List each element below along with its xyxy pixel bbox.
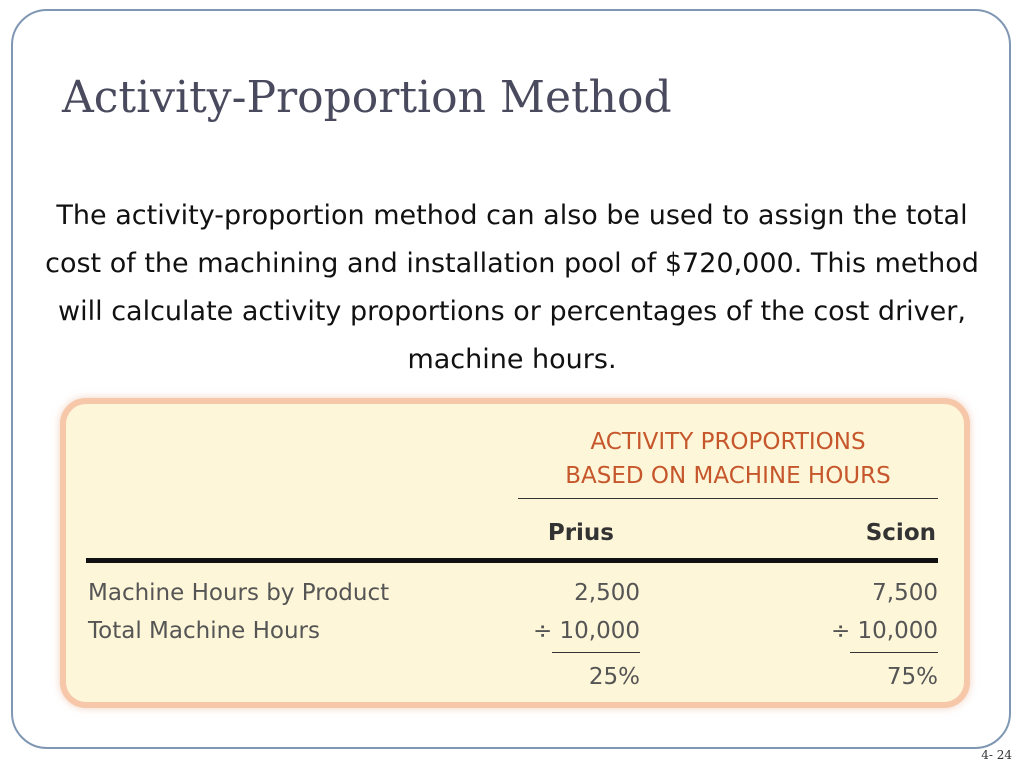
cell-scion-machine-hours: 7,500 bbox=[872, 580, 938, 606]
cell-prius-machine-hours: 2,500 bbox=[574, 580, 640, 606]
row-label-machine-hours-by-product: Machine Hours by Product bbox=[88, 580, 390, 606]
cell-prius-total-hours: ÷ 10,000 bbox=[532, 618, 640, 644]
header-divider bbox=[86, 558, 938, 563]
activity-proportions-table bbox=[60, 398, 970, 708]
heading-divider bbox=[518, 498, 938, 499]
column-header-prius: Prius bbox=[547, 520, 614, 546]
slide-title: Activity-Proportion Method bbox=[62, 72, 672, 123]
slide-body-text: The activity-proportion method can also be used to assign the total cost of the machining and installation pool of $720,000. This method will calculate activity proportions or percentages of the cost driver, machine hours. bbox=[45, 200, 979, 375]
cell-scion-proportion: 75% bbox=[886, 664, 938, 690]
cell-prius-proportion: 25% bbox=[588, 664, 640, 690]
sum-line-scion bbox=[850, 652, 938, 653]
sum-line-prius bbox=[552, 652, 640, 653]
row-label-total-machine-hours: Total Machine Hours bbox=[88, 618, 320, 644]
page-number: 4- 24 bbox=[981, 748, 1012, 762]
cell-scion-total-hours: ÷ 10,000 bbox=[830, 618, 938, 644]
column-header-scion: Scion bbox=[865, 520, 936, 546]
table-heading-line-2: BASED ON MACHINE HOURS bbox=[565, 463, 891, 489]
table-heading-line-1: ACTIVITY PROPORTIONS bbox=[590, 429, 866, 455]
